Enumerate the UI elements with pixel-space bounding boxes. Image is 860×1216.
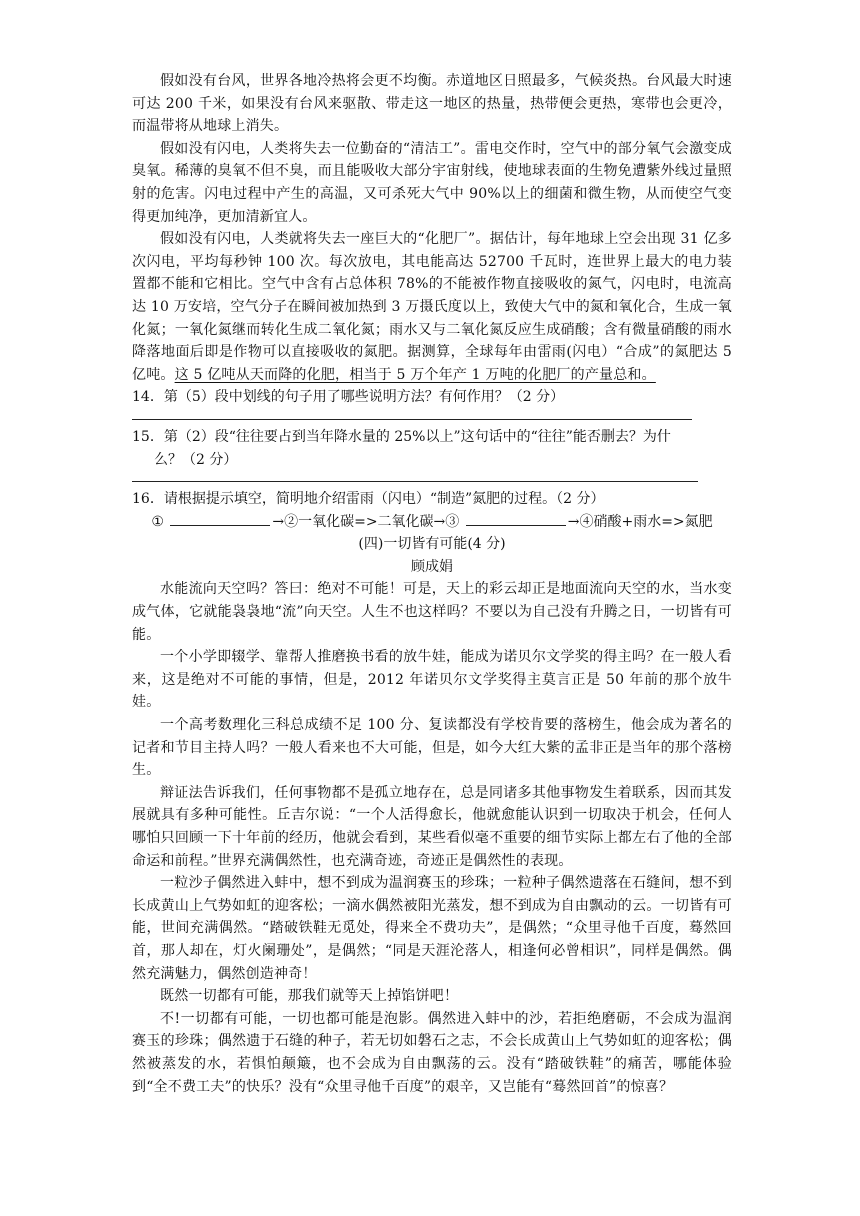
question-15 [132, 426, 732, 471]
paragraph-3-text: 假如没有闪电，人类就将失去一座巨大的“化肥厂”。据估计，每年地球上空会出现 31 亿多次闪电，平均每秒钟 100 次。每次放电，其电能高达 52700 千瓦时，连世界上最大的电力装置都不能和它相比。空气中含有占总体积 78%的不能被作物直接吸收的氮气，闪电时，电流高达 10 万安培，空气分子在瞬间被加热到 3 万摄氏度以上，致使大气中的氮和氧化合，生成一氧化氮；一氧化氮继而转化生成二氧化氮；雨水又与二氧化氮反应生成硝酸；含有微量硝酸的雨水降落地面后即是作物可以直接吸收的氮肥。据测算，全球每年由雷雨(闪电）“合成”的氮肥达 5 亿吨。 [132, 231, 732, 383]
reading4-author: 顾成娟 [411, 558, 453, 575]
fill-blank-1[interactable] [170, 511, 270, 526]
question-16-fill-row [132, 511, 732, 534]
reading4-paragraph: 辩证法告诉我们，任何事物都不是孤立地存在，总是同诸多其他事物发生着联系，因而其发展就具有多种可能性。丘吉尔说：“一个人活得愈长，他就愈能认识到一切取决于机会，任何人哪怕只回顾一下十年前的经历，他就会看到，某些看似毫不重要的细节实际上都左右了他的全部命运和前程。”世界充满偶然性，也充满奇迹，奇迹正是偶然性的表现。 [132, 784, 732, 869]
underlined-sentence: 这 5 亿吨从天而降的化肥，相当于 5 万个年产 1 万吨的化肥厂的产量总和。 [174, 366, 656, 383]
reading4-paragraph: 既然一切都有可能，那我们就等天上掉馅饼吧！ [160, 988, 459, 1005]
reading4-paragraph: 水能流向天空吗？答曰：绝对不可能！可是，天上的彩云却正是地面流向天空的水，当水变成气体，它就能袅袅地“流”向天空。人生不也这样吗？不要以为自己没有升腾之日，一切皆有可能。 [132, 581, 732, 643]
reading4-paragraph: 不!一切都有可能，一切也都可能是泡影。偶然进入蚌中的沙，若拒绝磨砺，不会成为温润赛玉的珍珠；偶然遗于石缝的种子，若无切如磐石之志，不会长成黄山上气势如虹的迎客松；偶然被蒸发的水，若惧怕颠簸，也不会成为自由飘荡的云。没有“踏破铁鞋”的痛苦，哪能体验到“全不费工夫”的快乐？没有“众里寻他千百度”的艰辛，又岂能有“蓦然回首”的惊喜？ [132, 1010, 732, 1095]
reading4-paragraph: 一粒沙子偶然进入蚌中，想不到成为温润赛玉的珍珠；一粒种子偶然遗落在石缝间，想不到长成黄山上气势如虹的迎客松；一滴水偶然被阳光蒸发，想不到成为自由飘动的云。一切皆有可能，世间充满偶然。“踏破铁鞋无觅处，得来全不费功夫”，是偶然；“众里寻他千百度，蓦然回首，那人却在，灯火阑珊处”，是偶然；“同是天涯沦落人，相逢何必曾相识”，同样是偶然。偶然充满魅力，偶然创造神奇！ [132, 875, 732, 982]
step-4-label: →④硝酸+雨水=>氮肥 [567, 513, 713, 530]
reading4-title: (四)一切皆有可能(4 分) [358, 536, 506, 553]
question-15-line-1: 15．第（2）段“往往要占到当年降水量的 25%以上”这句话中的“往往”能否删去？为什 [132, 428, 671, 445]
question-15-line-2: 么？（2 分） [154, 451, 238, 468]
reading3-paragraph-3 [132, 228, 732, 386]
reading3-paragraph-2: 假如没有闪电，人类将失去一位勤奋的“清洁工”。雷电交作时，空气中的部分氧气会激变成臭氧。稀薄的臭氧不但不臭，而且能吸收大部分宇宙射线，使地球表面的生物免遭紫外线过量照射的危害。闪电过程中产生的高温，又可杀死大气中 90%以上的细菌和微生物，从而使空气变得更加纯净，更加清新宜人。 [132, 140, 732, 225]
step-1-label: ① [151, 513, 164, 530]
exam-page [132, 70, 732, 1098]
reading3-paragraph-1: 假如没有台风，世界各地冷热将会更不均衡。赤道地区日照最多，气候炎热。台风最大时速可达 200 千米，如果没有台风来驱散、带走这一地区的热量，热带便会更热，寒带也会更冷，而温带将从地球上消失。 [132, 73, 732, 135]
answer-line-15[interactable] [132, 471, 698, 482]
question-16: 16．请根据提示填空，简明地介绍雷雨（闪电）“制造”氮肥的过程。（2 分） [132, 491, 605, 508]
step-2-label: →②一氧化碳=>二氧化碳→③ [272, 513, 460, 530]
reading4-paragraph: 一个小学即辍学、靠帮人推磨换书看的放牛娃，能成为诺贝尔文学奖的得主吗？在一般人看来，这是绝对不可能的事情，但是，2012 年诺贝尔文学奖得主莫言正是 50 年前的那个放牛娃。 [132, 649, 732, 711]
answer-line-14[interactable] [132, 409, 692, 420]
fill-blank-2[interactable] [466, 511, 566, 526]
question-14: 14．第（5）段中划线的句子用了哪些说明方法？有何作用？（2 分） [132, 389, 565, 406]
reading4-paragraph: 一个高考数理化三科总成绩不足 100 分、复读都没有学校肯要的落榜生，他会成为著名的记者和节目主持人吗？一般人看来也不大可能，但是，如今大红大紫的孟非正是当年的那个落榜生。 [132, 717, 732, 779]
